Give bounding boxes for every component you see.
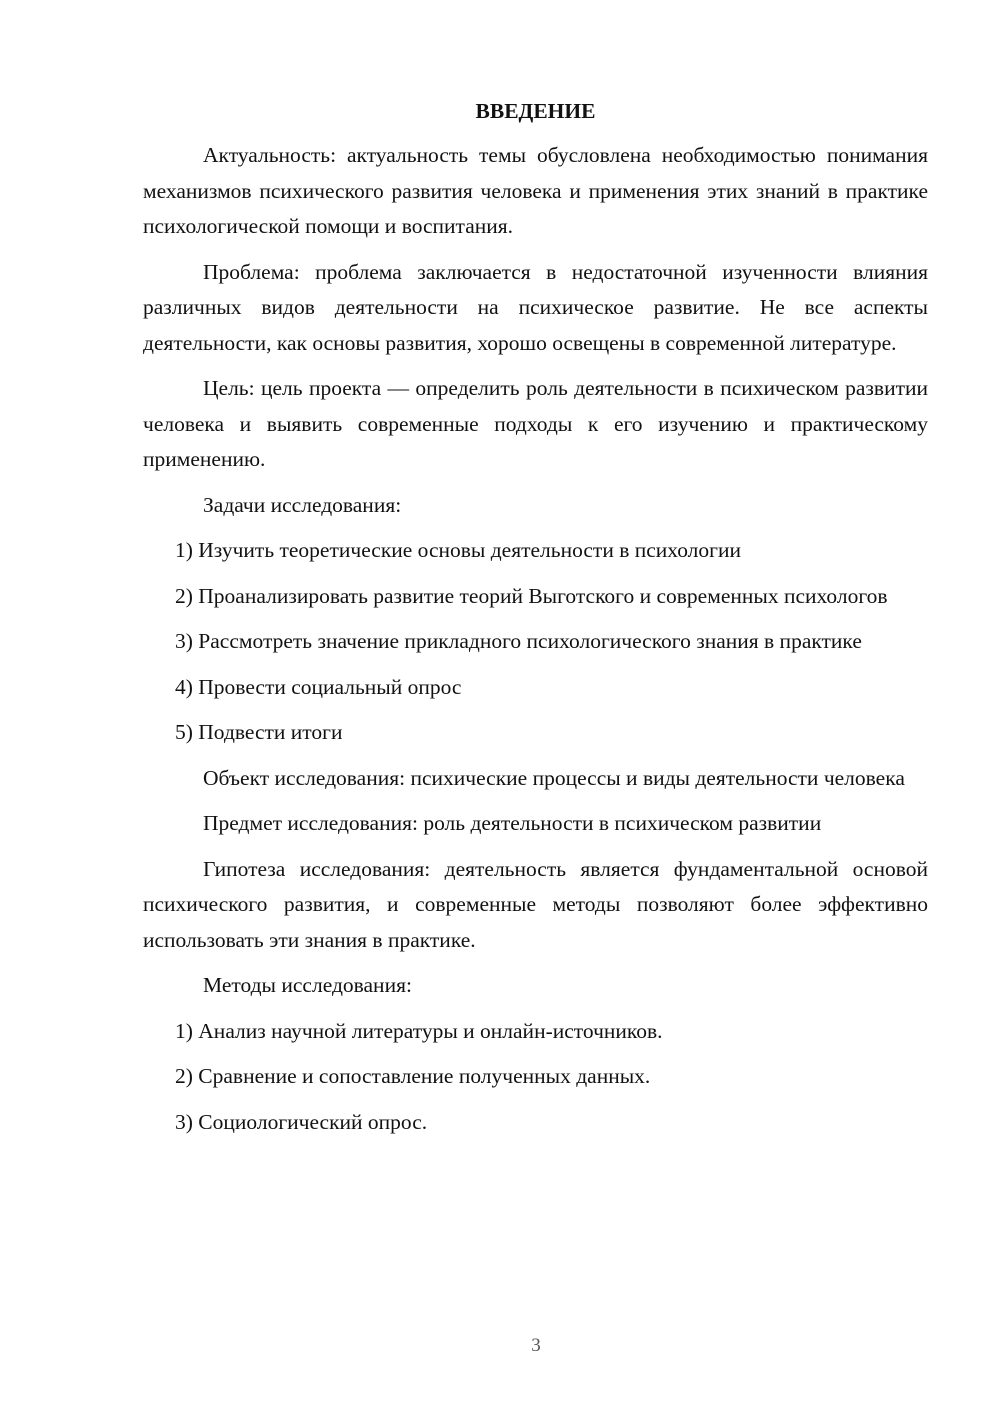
hypothesis-paragraph: Гипотеза исследования: деятельность является фундаментальной основой психического развития, и современные методы позволяют более эффективно использовать эти знания в практике. <box>143 856 928 952</box>
relevance-paragraph: Актуальность: актуальность темы обусловлена необходимостью понимания механизмов психического развития человека и применения этих знаний в практике психологической помощи и воспитания. <box>143 143 928 238</box>
task-item: 1) Изучить теоретические основы деятельности в психологии <box>175 538 741 562</box>
goal-paragraph: Цель: цель проекта — определить роль деятельности в психическом развитии человека и выявить современные подходы к его изучению и практическому применению. <box>143 376 928 471</box>
tasks-heading: Задачи исследования: <box>203 492 402 517</box>
method-item: 1) Анализ научной литературы и онлайн-источников. <box>175 1018 663 1043</box>
task-item: 2) Проанализировать развитие теорий Выготского и современных психологов <box>175 583 888 608</box>
method-item: 2) Сравнение и сопоставление полученных данных. <box>175 1064 651 1088</box>
subject-paragraph: Предмет исследования: роль деятельности в психическом развитии <box>203 811 822 835</box>
task-item: 4) Провести социальный опрос <box>175 674 462 699</box>
page-number: 3 <box>531 1335 541 1356</box>
problem-paragraph: Проблема: проблема заключается в недостаточной изученности влияния различных видов деятельности на психическое развитие. Не все аспекты деятельности, как основы развития, хорошо освещены в современной литературе. <box>143 259 928 355</box>
page-content <box>143 96 928 1150</box>
task-item: 3) Рассмотреть значение прикладного психологического знания в практике <box>175 629 862 653</box>
method-item: 3) Социологический опрос. <box>175 1109 428 1134</box>
object-paragraph: Объект исследования: психические процессы и виды деятельности человека <box>203 765 905 790</box>
page-title: ВВЕДЕНИЕ <box>475 99 596 123</box>
task-item: 5) Подвести итоги <box>175 720 343 744</box>
methods-heading: Методы исследования: <box>203 973 412 997</box>
